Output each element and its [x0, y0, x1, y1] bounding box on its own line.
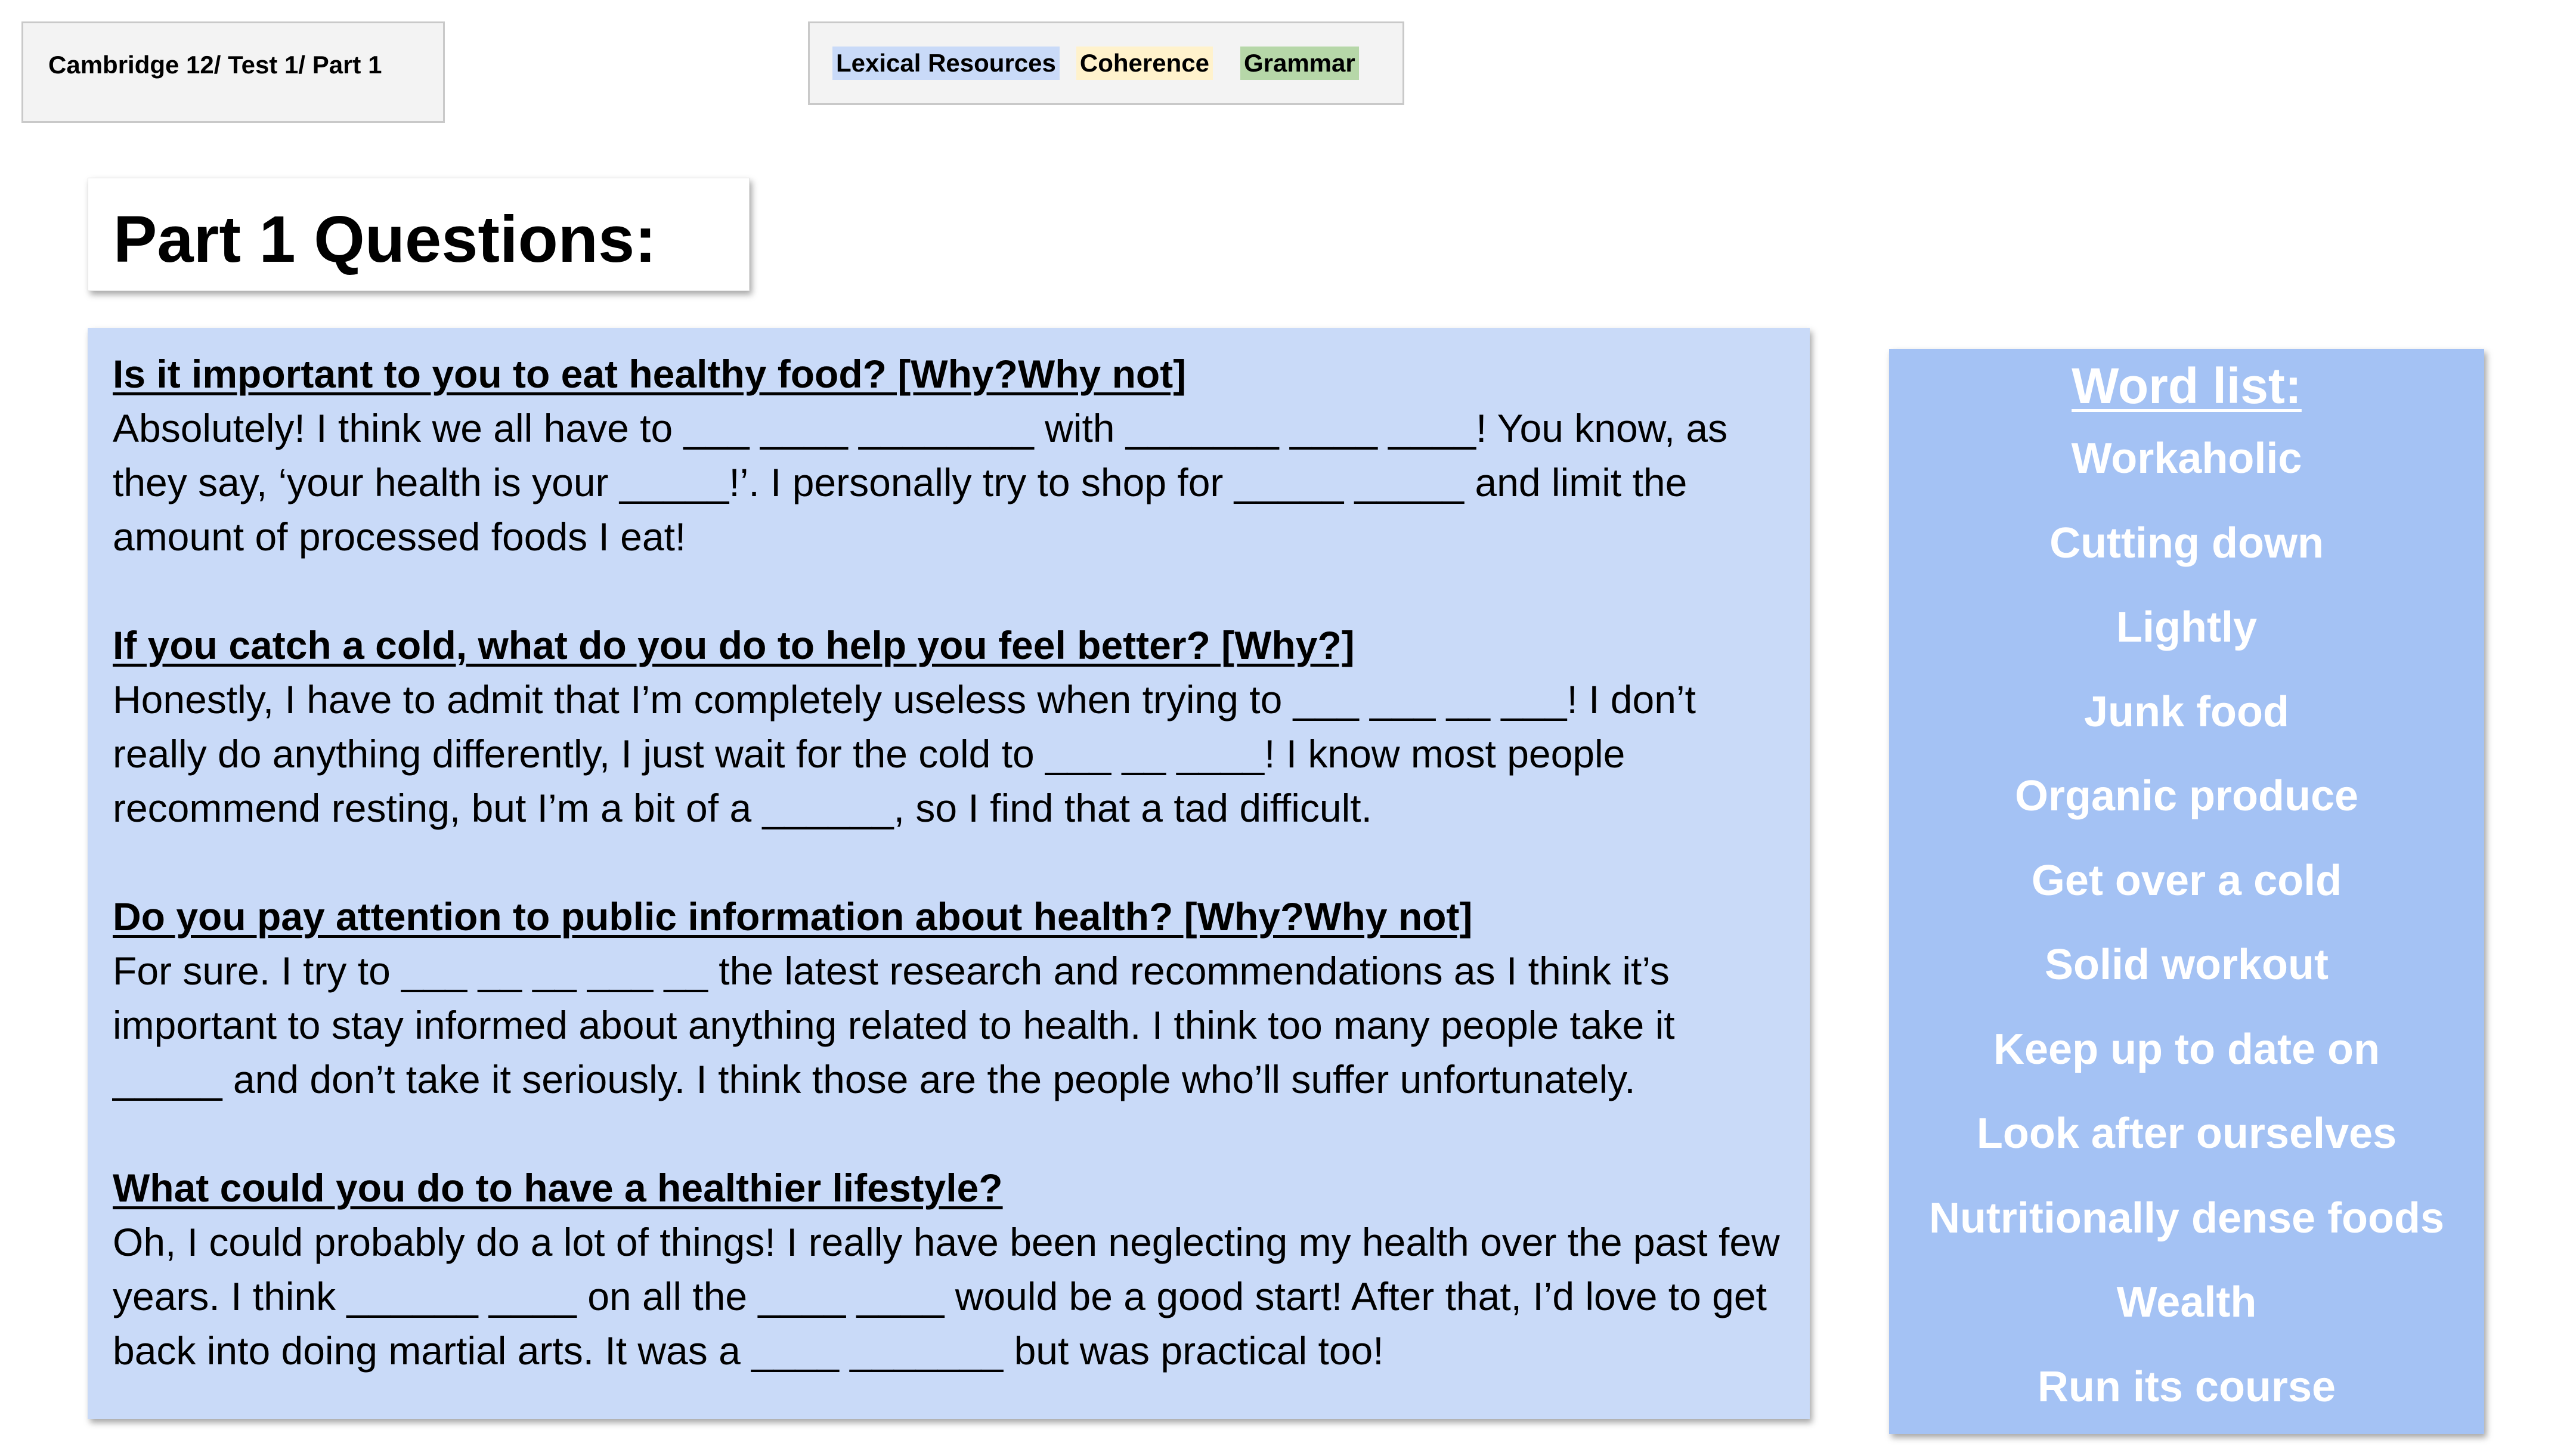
qa-item — [113, 1161, 1785, 1378]
question-1: Is it important to you to eat healthy food? [Why?Why not] — [113, 352, 1187, 396]
word-list-item: Nutritionally dense foods — [1928, 1194, 2445, 1242]
answer-2: Honestly, I have to admit that I’m completely useless when trying to ___ ___ __ ___! I don’t really do anything differently, I just wait for the cold to ___ __ ____! I know most people recommend resting, but I’m a bit of a ______, so I find that a tad difficult. — [113, 677, 1696, 830]
source-label: Cambridge 12/ Test 1/ Part 1 — [48, 51, 382, 79]
page-title: Part 1 Questions: — [113, 203, 657, 276]
word-list-item: Junk food — [2084, 688, 2289, 736]
questions-box — [88, 328, 1810, 1419]
qa-item — [113, 618, 1785, 835]
word-list — [1889, 429, 2484, 1441]
question-2: If you catch a cold, what do you do to help you feel better? [Why?] — [113, 623, 1355, 667]
answer-3: For sure. I try to ___ __ __ ___ __ the latest research and recommendations as I think it’s important to stay informed about anything related to health. I think too many people take it _____ and don’t take it seriously. I think those are the people who’ll suffer unfortunately. — [113, 949, 1675, 1101]
word-list-box — [1889, 349, 2484, 1434]
word-list-heading: Word list: — [2072, 358, 2302, 414]
legend-coherence: Coherence — [1076, 47, 1213, 80]
question-4: What could you do to have a healthier lifestyle? — [113, 1166, 1003, 1210]
word-list-item: Organic produce — [2014, 772, 2359, 820]
legend-box — [808, 21, 1404, 105]
question-3: Do you pay attention to public information about health? [Why?Why not] — [113, 894, 1473, 939]
word-list-item: Get over a cold — [2031, 856, 2342, 905]
word-list-item: Lightly — [2116, 603, 2257, 651]
word-list-item: Keep up to date on — [1993, 1025, 2380, 1073]
word-list-item: Run its course — [2037, 1363, 2336, 1411]
legend-grammar: Grammar — [1240, 47, 1359, 80]
word-list-item: Solid workout — [2045, 941, 2329, 989]
source-label-box — [21, 21, 445, 123]
answer-1: Absolutely! I think we all have to ___ ____ ________ with _______ ____ ____! You know, as they say, ‘your health is your _____!’. I personally try to shop for _____ _____ and limit the amount of processed foods I eat! — [113, 406, 1728, 559]
word-list-item: Look after ourselves — [1976, 1110, 2397, 1157]
qa-item — [113, 347, 1785, 564]
word-list-item: Wealth — [2116, 1278, 2257, 1326]
word-list-item: Cutting down — [2049, 519, 2324, 567]
word-list-item: Workaholic — [2071, 435, 2302, 482]
legend-lexical: Lexical Resources — [832, 47, 1060, 80]
answer-4: Oh, I could probably do a lot of things! I really have been neglecting my health over the past few years. I think ______ ____ on all the ____ ____ would be a good start! After that, I’d love to get back into doing martial arts. It was a ____ _______ but was practical too! — [113, 1220, 1780, 1373]
title-card — [88, 178, 750, 291]
qa-item — [113, 890, 1785, 1107]
